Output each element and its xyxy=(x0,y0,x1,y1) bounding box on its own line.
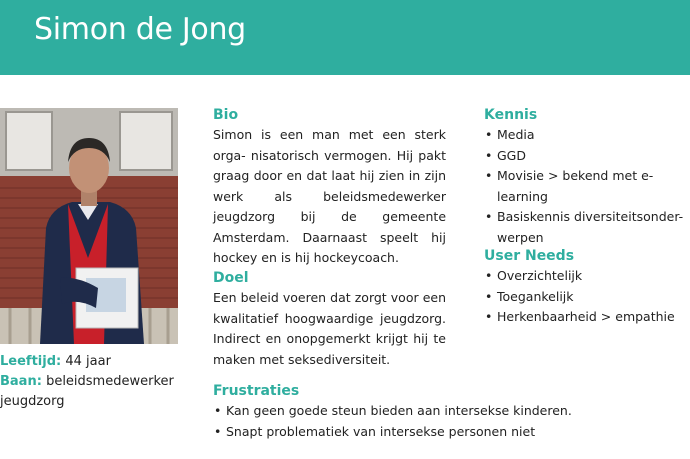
user-needs-list xyxy=(484,266,684,328)
user-needs-title: User Needs xyxy=(484,248,575,264)
frustraties-list xyxy=(213,401,653,442)
list-item: • Kan geen goede steun bieden aan intersekse kinderen. xyxy=(213,401,653,422)
kennis-list xyxy=(484,125,684,248)
list-item: • Toegankelijk xyxy=(484,287,684,308)
list-item: • GGD xyxy=(484,146,684,167)
persona-photo xyxy=(0,108,178,344)
bio-text: Simon is een man met een sterk orga- nisatorisch vermogen. Hij pakt graag door en dat laat hij zien in zijn werk als beleidsmedewerker jeugdzorg bij de gemeente Amsterdam. Daarnaast speelt hij hockey en is hij hockeycoach. xyxy=(213,127,447,265)
job-label: Baan: xyxy=(0,374,42,389)
list-item: • Herkenbaarheid > empathie xyxy=(484,307,684,328)
doel-section xyxy=(213,269,446,370)
user-needs-section xyxy=(484,247,684,328)
age-label: Leeftijd: xyxy=(0,354,62,369)
frustraties-section xyxy=(213,382,653,442)
bio-section xyxy=(213,106,446,269)
list-item: • Snapt problematiek van intersekse personen niet xyxy=(213,422,653,443)
job-value: beleidsmedewerker jeugdzorg xyxy=(0,374,174,409)
header-banner xyxy=(0,0,690,75)
job-row xyxy=(0,372,180,412)
age-value: 44 jaar xyxy=(65,354,111,369)
list-item: • Overzichtelijk xyxy=(484,266,684,287)
kennis-title: Kennis xyxy=(484,107,538,123)
list-item: • Basiskennis diversiteitsonder-werpen xyxy=(484,207,684,248)
persona-meta xyxy=(0,352,180,412)
list-item: • Movisie > bekend met e-learning xyxy=(484,166,684,207)
bio-title: Bio xyxy=(213,107,239,123)
age-row xyxy=(0,352,180,372)
persona-name: Simon de Jong xyxy=(34,12,246,47)
kennis-section xyxy=(484,106,684,248)
frustraties-title: Frustraties xyxy=(213,383,300,399)
list-item: • Media xyxy=(484,125,684,146)
doel-text: Een beleid voeren dat zorgt voor een kwalitatief hoogwaardige jeugdzorg. Indirect en onopgemerkt krijgt hij te maken met seksediversiteit. xyxy=(213,290,446,367)
doel-title: Doel xyxy=(213,270,249,286)
